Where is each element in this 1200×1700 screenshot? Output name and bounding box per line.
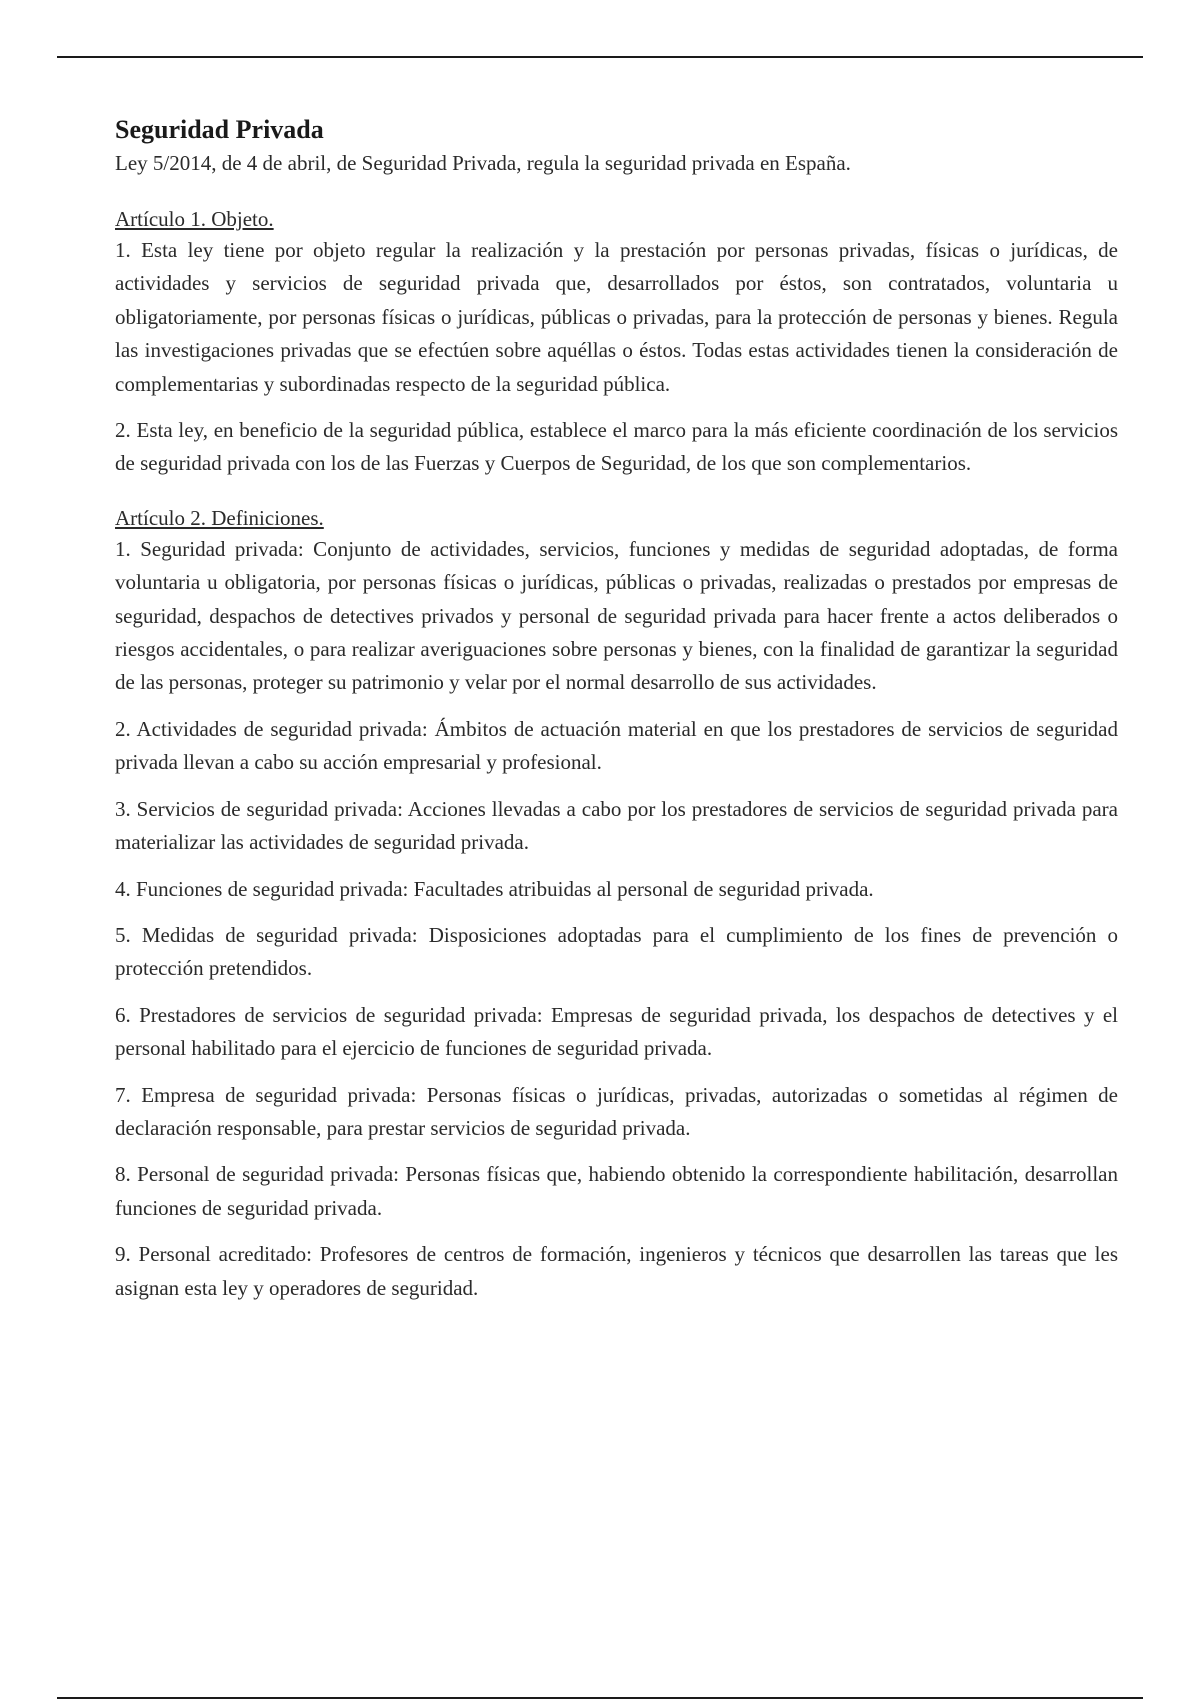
article-1-paragraph-1: 1. Esta ley tiene por objeto regular la realización y la prestación por personas privadas, físicas o jurídicas, de actividades y servicios de seguridad privada que, desarrollados por éstos, son contratados, voluntaria u obligatoriamente, por personas físicas o jurídicas, públicas o privadas, para la protección de personas y bienes. Regula las investigaciones privadas que se efectúen sobre aquéllas o éstos. Todas estas actividades tienen la consideración de complementarias y subordinadas respecto de la seguridad pública. [115, 238, 1118, 396]
article-2-paragraph-6: 6. Prestadores de servicios de seguridad privada: Empresas de seguridad privada, los despachos de detectives y el personal habilitado para el ejercicio de funciones de seguridad privada. [115, 1002, 1118, 1061]
article-2 [115, 503, 1118, 1305]
document-title: Seguridad Privada [115, 115, 324, 144]
article-2-paragraph-9: 9. Personal acreditado: Profesores de centros de formación, ingenieros y técnicos que desarrollen las tareas que les asignan esta ley y operadores de seguridad. [115, 1242, 1118, 1300]
article-2-paragraph-5: 5. Medidas de seguridad privada: Disposiciones adoptadas para el cumplimiento de los fines de prevención o protección pretendidos. [115, 922, 1118, 981]
article-1 [115, 204, 1118, 481]
article-2-paragraph-3: 3. Servicios de seguridad privada: Acciones llevadas a cabo por los prestadores de servicios de seguridad privada para materializar las actividades de seguridad privada. [115, 796, 1118, 855]
article-2-paragraph-7: 7. Empresa de seguridad privada: Personas físicas o jurídicas, privadas, autorizadas o sometidas al régimen de declaración responsable, para prestar servicios de seguridad privada. [115, 1082, 1118, 1140]
article-1-paragraph-2: 2. Esta ley, en beneficio de la seguridad pública, establece el marco para la más eficiente coordinación de los servicios de seguridad privada con los de las Fuerzas y Cuerpos de Seguridad, de los que son complementarios. [115, 418, 1118, 476]
document-body [115, 112, 1118, 1327]
footer-rule [57, 1697, 1143, 1699]
document-subtitle: Ley 5/2014, de 4 de abril, de Seguridad Privada, regula la seguridad privada en España. [115, 151, 851, 175]
header-rule [57, 56, 1143, 58]
article-2-heading: Artículo 2. Definiciones. [115, 505, 324, 530]
article-2-paragraph-2: 2. Actividades de seguridad privada: Ámbitos de actuación material en que los prestadores de servicios de seguridad privada llevan a cabo su acción empresarial y profesional. [115, 716, 1118, 775]
article-2-paragraph-4: 4. Funciones de seguridad privada: Facultades atribuidas al personal de seguridad privada. [115, 876, 874, 901]
article-2-paragraph-1: 1. Seguridad privada: Conjunto de actividades, servicios, funciones y medidas de seguridad adoptadas, de forma voluntaria u obligatoria, por personas físicas o jurídicas, públicas o privadas, realizadas o prestados por empresas de seguridad, despachos de detectives privados y personal de seguridad privada para hacer frente a actos deliberados o riesgos accidentales, o para realizar averiguaciones sobre personas y bienes, con la finalidad de garantizar la seguridad de las personas, proteger su patrimonio y velar por el normal desarrollo de sus actividades. [115, 536, 1118, 695]
article-2-paragraph-8: 8. Personal de seguridad privada: Personas físicas que, habiendo obtenido la correspondiente habilitación, desarrollan funciones de seguridad privada. [115, 1162, 1118, 1220]
article-1-heading: Artículo 1. Objeto. [115, 207, 274, 231]
